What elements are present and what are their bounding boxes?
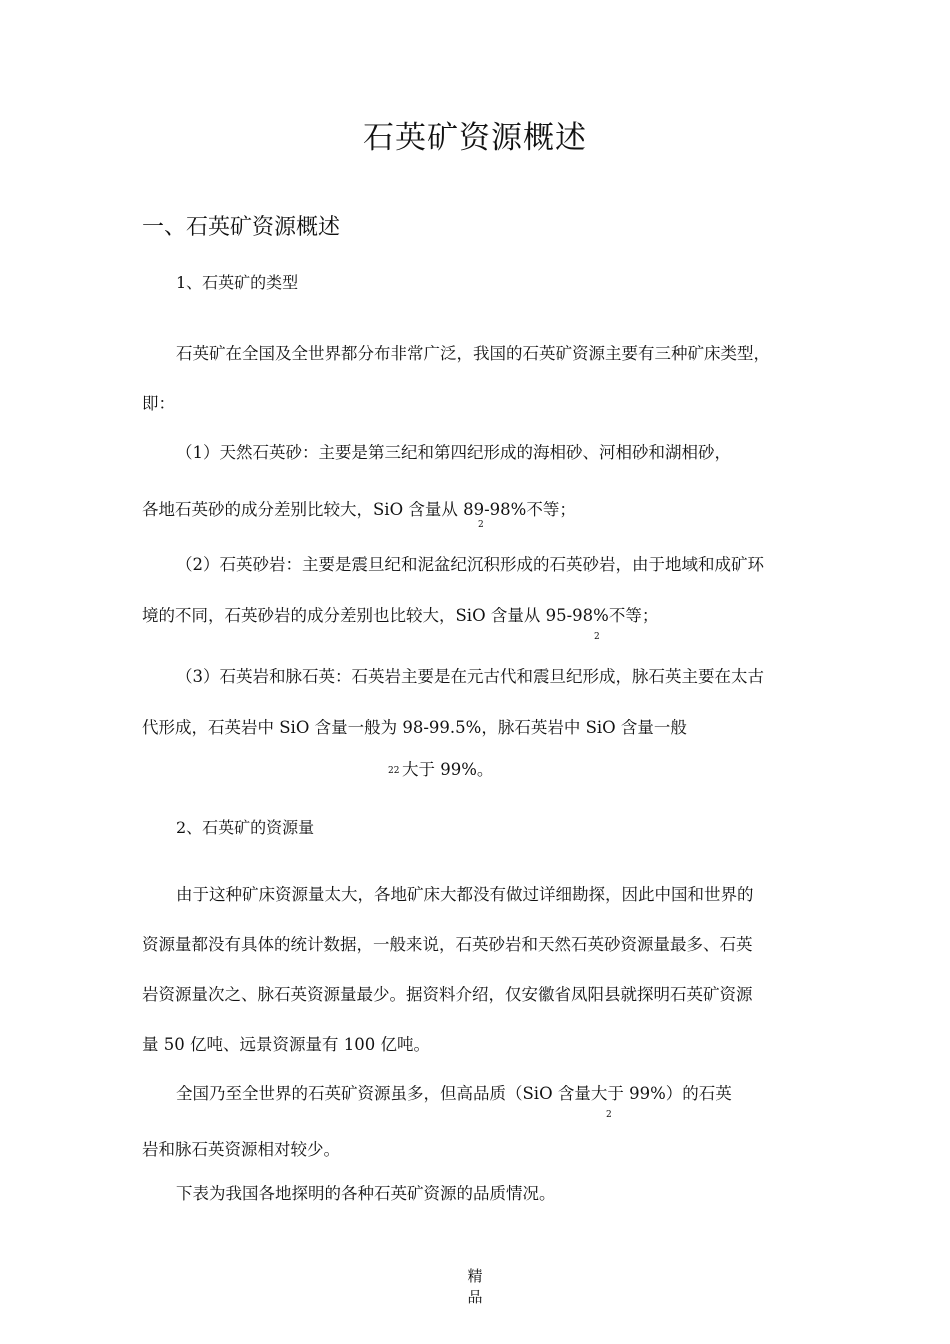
para2-line-1: 全国乃至全世界的石英矿资源虽多，但高品质（SiO 含量大于 99%）的石英 [176,1084,732,1103]
item2-line-1: （2）石英砂岩：主要是震旦纪和泥盆纪沉积形成的石英砂岩，由于地域和成矿环 [176,555,764,574]
intro-line-1: 石英矿在全国及全世界都分布非常广泛，我国的石英矿资源主要有三种矿床类型， [176,344,770,363]
para1-line-4: 量 50 亿吨、远景资源量有 100 亿吨。 [142,1035,430,1054]
section-heading: 一、石英矿资源概述 [142,215,341,240]
item2-line-2: 境的不同，石英砂岩的成分差别也比较大，SiO 含量从 95-98%不等； [142,606,659,625]
item2-subscript: 2 [594,632,600,642]
item3-line-3: 大于 99%。 [402,760,494,779]
subsection-heading-types: 1、石英矿的类型 [176,273,299,292]
page-title: 石英矿资源概述 [363,120,587,156]
item1-line-1: （1）天然石英砂：主要是第三纪和第四纪形成的海相砂、河相砂和湖相砂， [176,443,731,462]
para2-line-2: 岩和脉石英资源相对较少。 [142,1140,340,1159]
item1-subscript: 2 [478,520,484,530]
subsection-heading-resources: 2、石英矿的资源量 [176,818,315,837]
para2-subscript: 2 [606,1110,612,1120]
para1-line-3: 岩资源量次之、脉石英资源量最少。据资料介绍，仅安徽省凤阳县就探明石英矿资源 [142,985,753,1004]
footer-char-1: 精 [467,1267,483,1285]
para1-line-2: 资源量都没有具体的统计数据，一般来说，石英砂岩和天然石英砂资源量最多、石英 [142,935,753,954]
item3-subscript: 22 [388,766,400,776]
item3-line-1: （3）石英岩和脉石英：石英岩主要是在元古代和震旦纪形成，脉石英主要在太古 [176,667,764,686]
para1-line-1: 由于这种矿床资源量太大，各地矿床大都没有做过详细勘探，因此中国和世界的 [176,885,754,904]
item3-line-2: 代形成，石英岩中 SiO 含量一般为 98-99.5%，脉石英岩中 SiO 含量一般 [142,718,687,737]
para3: 下表为我国各地探明的各种石英矿资源的品质情况。 [176,1184,556,1203]
intro-line-2: 即： [142,394,175,413]
item1-line-2: 各地石英砂的成分差别比较大，SiO 含量从 89-98%不等； [142,500,576,519]
footer-char-2: 品 [467,1288,483,1306]
